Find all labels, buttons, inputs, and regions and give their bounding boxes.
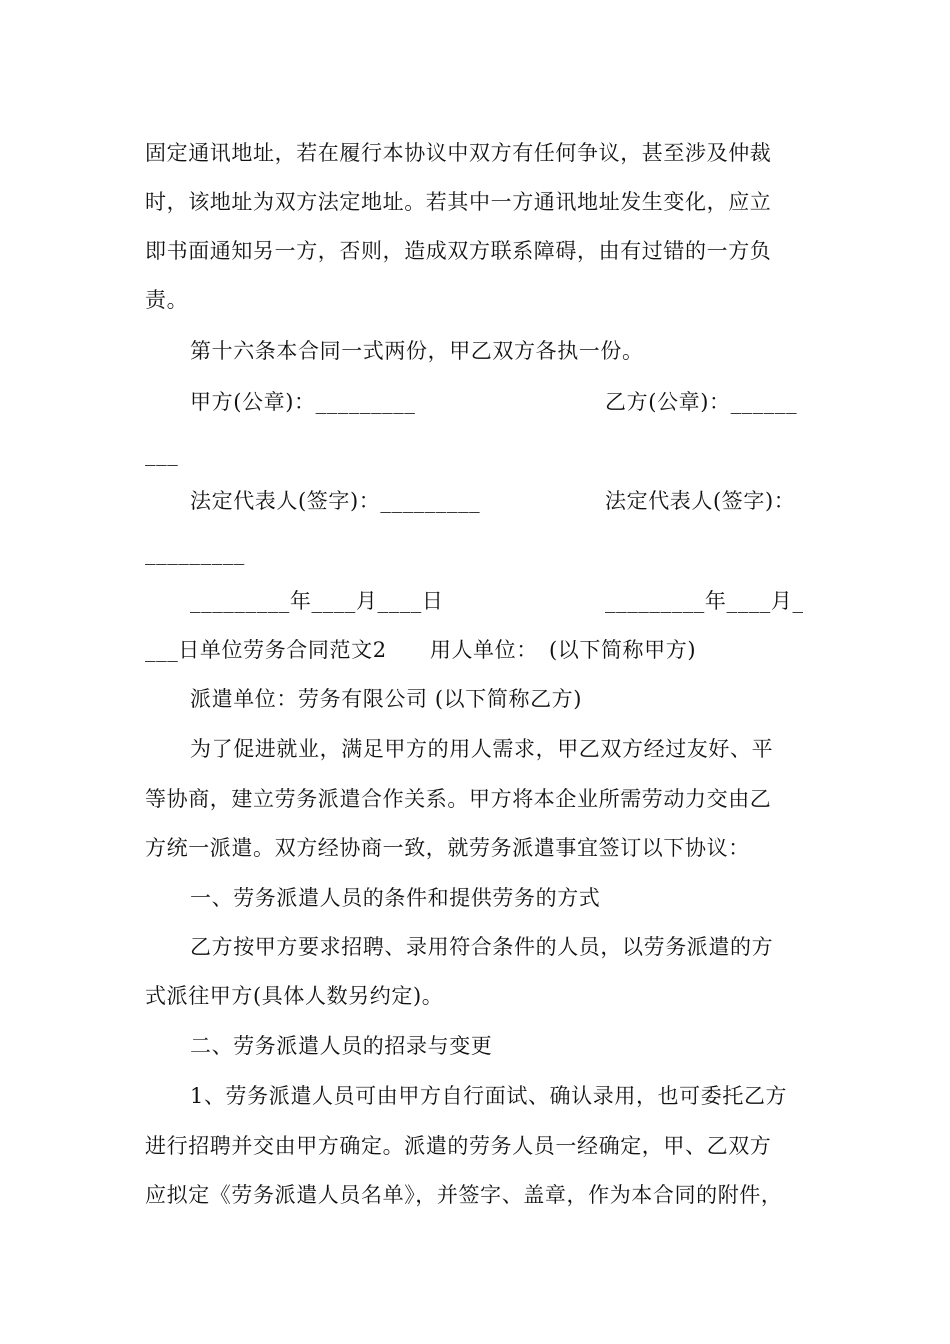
text-line: 进行招聘并交由甲方确定。派遣的劳务人员一经确定，甲、乙双方: [145, 1134, 772, 1158]
text-line: 等协商，建立劳务派遣合作关系。甲方将本企业所需劳动力交由乙: [145, 787, 772, 811]
party-b-representative-blank: _________: [145, 541, 245, 565]
contract-title-line: ___日单位劳务合同范文2 用人单位： (以下简称甲方): [145, 638, 697, 662]
party-b-seal-continued: ___: [145, 442, 179, 466]
text-line: 即书面通知另一方，否则，造成双方联系障碍，由有过错的一方负: [145, 239, 772, 263]
party-a-representative: 法定代表人(签字)：_________: [190, 489, 481, 513]
text-line: 固定通讯地址，若在履行本协议中双方有任何争议，甚至涉及仲裁: [145, 141, 772, 165]
text-line: 责。: [145, 288, 189, 312]
party-a-date: _________年____月____日: [190, 589, 444, 613]
section-heading-two: 二、劳务派遣人员的招录与变更: [190, 1034, 493, 1058]
text-line: 为了促进就业，满足甲方的用人需求，甲乙双方经过友好、平: [190, 737, 774, 761]
text-line: 应拟定《劳务派遣人员名单》，并签字、盖章，作为本合同的附件，: [145, 1183, 783, 1207]
party-b-date: _________年____月_: [605, 589, 804, 613]
party-b-representative: 法定代表人(签字)：: [605, 489, 796, 513]
text-line: 乙方按甲方要求招聘、录用符合条件的人员，以劳务派遣的方: [190, 935, 774, 959]
section-heading-one: 一、劳务派遣人员的条件和提供劳务的方式: [190, 886, 601, 910]
text-line: 式派往甲方(具体人数另约定)。: [145, 984, 444, 1008]
text-line: 时，该地址为双方法定地址。若其中一方通讯地址发生变化，应立: [145, 190, 772, 214]
party-a-seal: 甲方(公章)：_________: [190, 390, 416, 414]
text-line: 方统一派遣。双方经协商一致，就劳务派遣事宜签订以下协议：: [145, 836, 750, 860]
article-sixteen: 第十六条本合同一式两份，甲乙双方各执一份。: [190, 339, 644, 363]
text-line: 1、劳务派遣人员可由甲方自行面试、确认录用，也可委托乙方: [190, 1084, 788, 1108]
dispatch-unit: 派遣单位：劳务有限公司 (以下简称乙方): [190, 687, 583, 711]
party-b-seal: 乙方(公章)：______: [605, 390, 798, 414]
